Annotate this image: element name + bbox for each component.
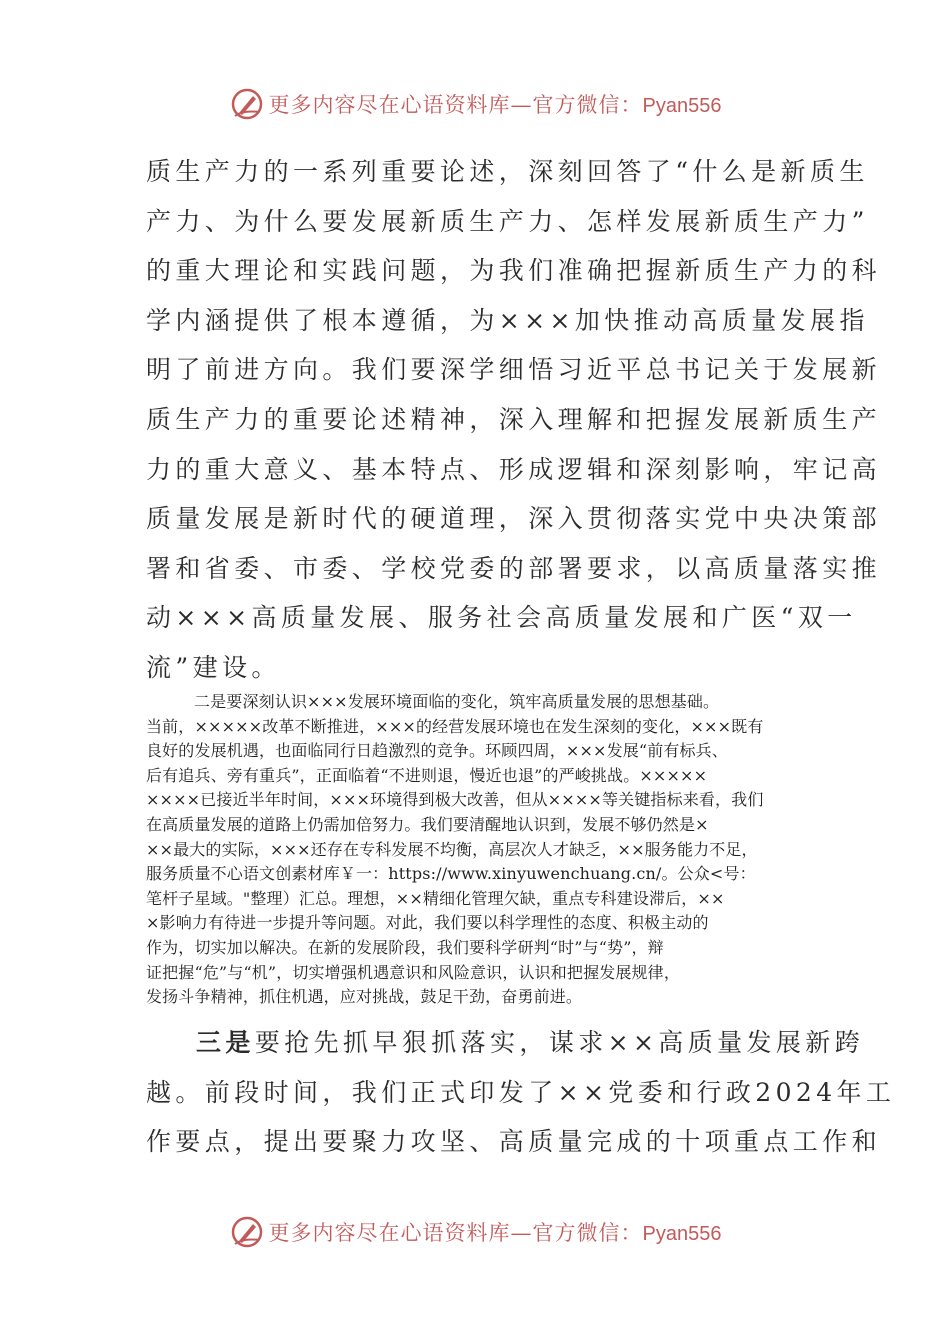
paragraph-line: 的重大理论和实践问题，为我们准确把握新质生产力的科	[146, 256, 882, 286]
paragraph-line: 署和省委、市委、学校党委的部署要求，以高质量落实推	[146, 553, 882, 583]
paragraph-line: ××××已接近半年时间，×××环境得到极大改善，但从××××等关键指标来看，我们	[146, 790, 764, 810]
paragraph-line: 笔杆子星域。"整理）汇总。理想，××精细化管理欠缺，重点专科建设滞后，××	[146, 888, 725, 908]
paragraph-line: 三是要抢先抓早狠抓落实，谋求××高质量发展新跨	[196, 1028, 865, 1057]
paragraph-line: 越。前段时间，我们正式印发了××党委和行政2024年工	[146, 1077, 896, 1107]
paragraph-line: 明了前进方向。我们要深学细悟习近平总书记关于发展新	[146, 355, 882, 385]
section-two-paragraph	[146, 690, 816, 1010]
paragraph-line: ×影响力有待进一步提升等问题。对此，我们要以科学理性的态度、积极主动的	[146, 913, 709, 933]
paragraph-line: 质量发展是新时代的硬道理，深入贯彻落实党中央决策部	[146, 504, 882, 534]
paragraph-line: 流”建设。	[146, 652, 281, 682]
paragraph-line: 后有追兵、旁有重兵”，正面临着“不进则退，慢近也退”的严峻挑战。×××××	[146, 765, 708, 785]
paragraph-line: 良好的发展机遇，也面临同行日趋激烈的竞争。环顾四周，×××发展“前有标兵、	[146, 741, 728, 761]
paragraph-line: 学内涵提供了根本遵循，为×××加快推动高质量发展指	[146, 305, 869, 335]
paragraph-line: 作要点，提出要聚力攻坚、高质量完成的十项重点工作和	[146, 1127, 882, 1157]
header-banner	[0, 84, 950, 124]
footer-banner	[0, 1212, 950, 1252]
section-one-paragraph	[146, 147, 882, 693]
paragraph-line: 服务质量不心语文创素材库￥一：https://www.xinyuwenchuang.cn/。公众<号：	[146, 864, 756, 884]
paragraph-line: 证把握“危”与“机”，切实增强机遇意识和风险意识，认识和把握发展规律，	[146, 962, 680, 982]
banner-text: 更多内容尽在心语资料库—官方微信：Pyan556	[268, 1221, 722, 1245]
paragraph-line: 发扬斗争精神，抓住机遇，应对挑战，鼓足干劲，奋勇前进。	[146, 987, 583, 1007]
paragraph-line: ××最大的实际，×××还存在专科发展不均衡，高层次人才缺乏，××服务能力不足，	[146, 839, 758, 859]
paragraph-line: 当前，×××××改革不断推进，×××的经营发展环境也在发生深刻的变化，×××既有	[146, 716, 764, 736]
pen-logo-icon	[229, 86, 265, 122]
banner-text: 更多内容尽在心语资料库—官方微信：Pyan556	[268, 93, 722, 117]
paragraph-line: 产力、为什么要发展新质生产力、怎样发展新质生产力”	[146, 206, 869, 236]
section-three-lead: 三是	[196, 1028, 255, 1057]
paragraph-line: 作为，切实加以解决。在新的发展阶段，我们要科学研判“时”与“势”，辩	[146, 937, 664, 957]
paragraph-line: 在高质量发展的道路上仍需加倍努力。我们要清醒地认识到，发展不够仍然是×	[146, 814, 709, 834]
paragraph-line: 质生产力的重要论述精神，深入理解和把握发展新质生产	[146, 404, 882, 434]
paragraph-line: 质生产力的一系列重要论述，深刻回答了“什么是新质生	[146, 157, 869, 186]
paragraph-line: 动×××高质量发展、服务社会高质量发展和广医“双一	[146, 603, 857, 633]
paragraph-line: 二是要深刻认识×××发展环境面临的变化，筑牢高质量发展的思想基础。	[194, 692, 720, 711]
paragraph-line: 力的重大意义、基本特点、形成逻辑和深刻影响，牢记高	[146, 454, 882, 484]
section-three-paragraph	[146, 1018, 896, 1167]
pen-logo-icon	[229, 1214, 265, 1250]
